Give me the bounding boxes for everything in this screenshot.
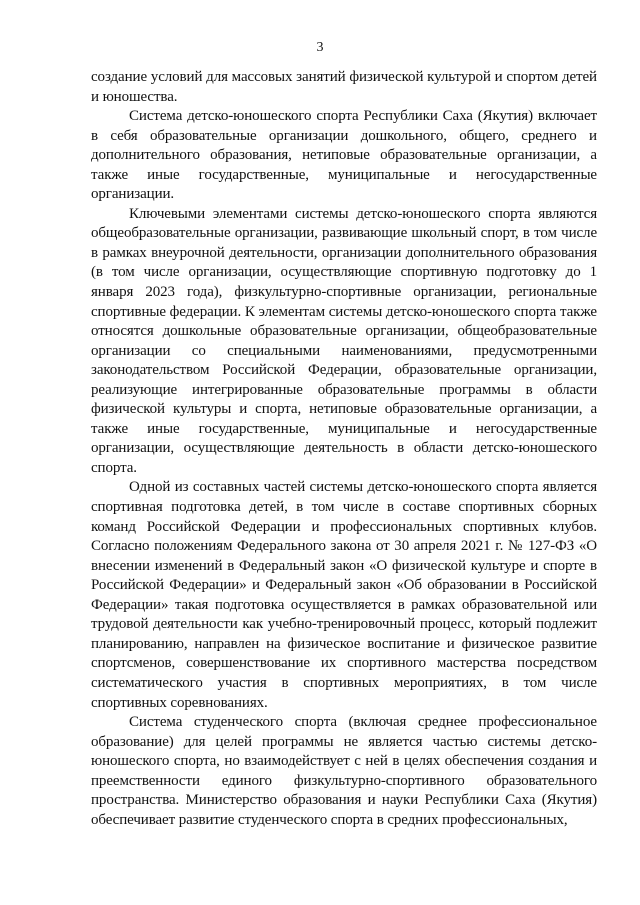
paragraph-continuation: создание условий для массовых занятий физической культурой и спортом детей и юношества. — [91, 69, 597, 105]
paragraph-system-composition: Система детско-юношеского спорта Республики Саха (Якутия) включает в себя образовательные организации дошкольного, общего, среднего и дополнительного образования, нетиповые образовательные организации, а также иные государственные, муниципальные и негосударственные организации. — [91, 108, 597, 203]
paragraph-sports-training: Одной из составных частей системы детско-юношеского спорта является спортивная подготовка детей, в том числе в составе спортивных сборных команд Российской Федерации и профессиональных спортивных клубов. Согласно положениям Федерального закона от 30 апреля 2021 г. № 127-ФЗ «О внесении изменений в Федеральный закон «О физической культуре и спорте в Российской Федерации» и Федеральный закон «Об образовании в Российской Федерации» такая подготовка осуществляется в рамках образовательной или трудовой деятельности как учебно-тренировочный процесс, который подлежит планированию, направлен на физическое воспитание и физическое развитие спортсменов, совершенствование их спортивного мастерства посредством систематического участия в спортивных мероприятиях, в том числе спортивных соревнованиях. — [91, 479, 597, 711]
paragraph-key-elements: Ключевыми элементами системы детско-юношеского спорта являются общеобразовательные организации, развивающие школьный спорт, в том числе в рамках внеурочной деятельности, организации дополнительного образования (в том числе организации, осуществляющие спортивную подготовку до 1 января 2023 года), физкультурно-спортивные организации, региональные спортивные федерации. К элементам системы детско-юношеского спорта также относятся дошкольные образовательные организации, общеобразовательные организации со специальными наименованиями, предусмотренными законодательством Российской Федерации, образовательные организации, реализующие интегрированные образовательные программы в области физической культуры и спорта, нетиповые образовательные организации, а также иные государственные, муниципальные и негосударственные организации, осуществляющие деятельность в области детско-юношеского спорта. — [91, 205, 597, 476]
page-number: 3 — [316, 40, 324, 55]
paragraph-student-sport: Система студенческого спорта (включая среднее профессиональное образование) для целей программы не является частью системы детско-юношеского спорта, но взаимодействует с ней в целях обеспечения создания и преемственности единого физкультурно-спортивного образовательного пространства. Министерство образования и науки Республики Саха (Якутия) обеспечивает развитие студенческого спорта в средних профессиональных, — [91, 714, 597, 828]
document-body — [91, 68, 597, 830]
